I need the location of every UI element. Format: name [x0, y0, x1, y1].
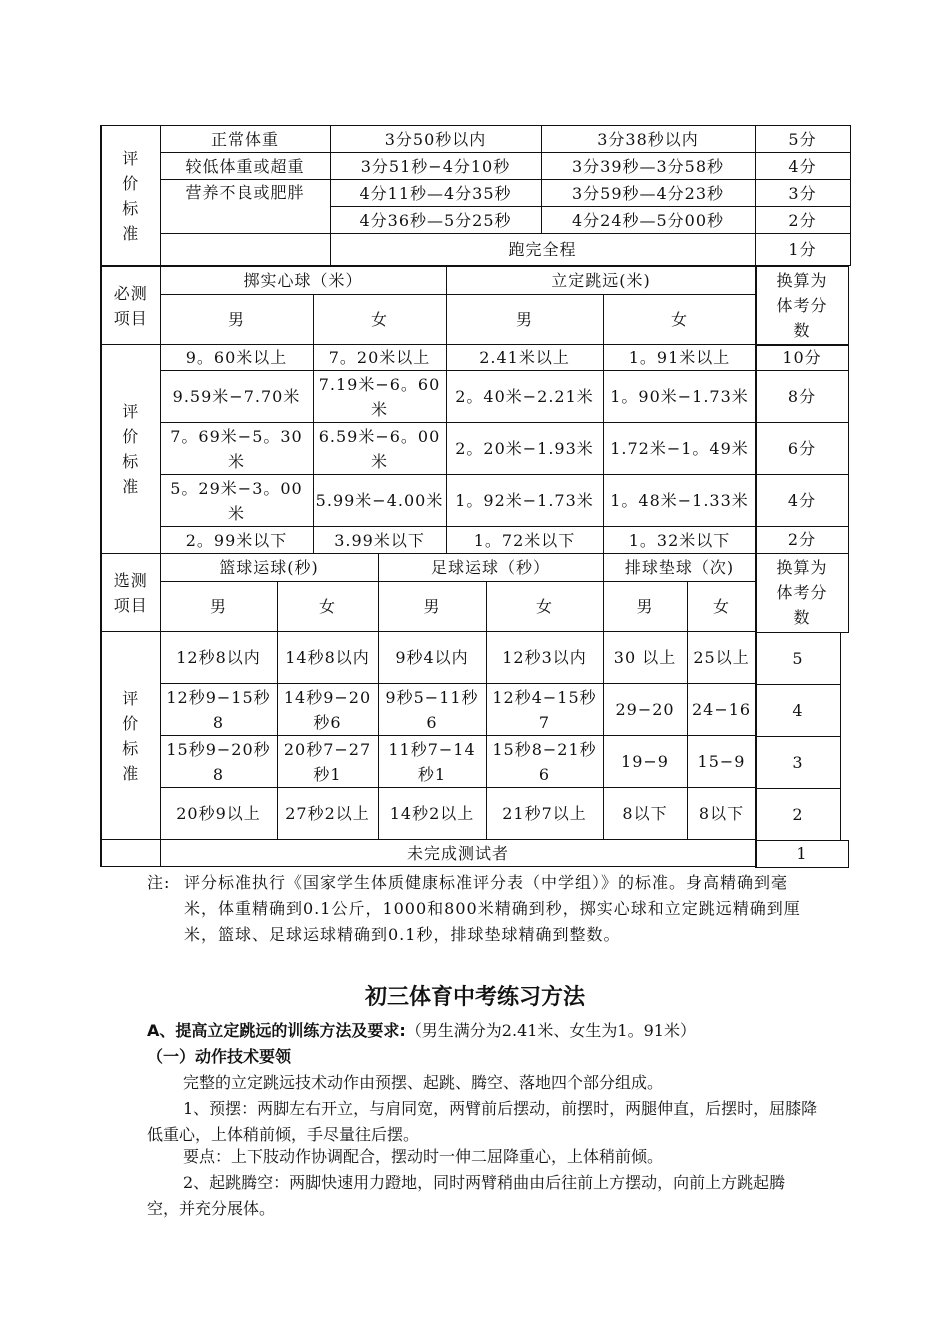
girls-standard: 3分38秒以内 — [541, 126, 755, 153]
finish-run-cell: 跑完全程 — [330, 234, 755, 266]
table-cell: 9.59米−7.70米 — [160, 371, 313, 423]
table-cell: 15秒8−21秒6 — [486, 736, 603, 788]
girls-standard: 3分59秒—4分23秒 — [541, 180, 755, 207]
table-cell: 12秒3以内 — [486, 632, 603, 684]
girls-standard: 4分24秒—5分00秒 — [541, 207, 755, 234]
section-a-heading — [147, 1018, 847, 1044]
male-header: 男 — [446, 295, 603, 345]
paragraph: 完整的立定跳远技术动作由预摆、起跳、腾空、落地四个部分组成。 — [183, 1073, 664, 1092]
table-cell: 15−9 — [687, 736, 756, 788]
table-cell: 14秒2以上 — [378, 788, 486, 840]
note-label: 注: — [147, 873, 171, 892]
male-header: 男 — [160, 295, 313, 345]
table-cell: 12秒4−15秒7 — [486, 684, 603, 736]
score-cell: 5分 — [755, 126, 850, 153]
boys-standard: 3分51秒−4分10秒 — [330, 153, 541, 180]
score-cell: 4分 — [755, 474, 849, 527]
table-cell: 1。92米−1.73米 — [446, 475, 603, 527]
weight-status: 较低体重或超重 — [160, 153, 330, 180]
girls-standard: 3分39秒—3分58秒 — [541, 153, 755, 180]
section-a-note: （男生满分为2.41米、女生为1。91米） — [405, 1021, 696, 1040]
score-cell: 4 — [755, 684, 841, 737]
score-cell: 4分 — [755, 153, 850, 180]
table-cell: 21秒7以上 — [486, 788, 603, 840]
table-cell: 7。69米−5。30米 — [160, 423, 313, 475]
note-text: 评分标准执行《国家学生体质健康标准评分表（中学组）》的标准。身高精确到毫米，体重精确到0.1公斤，1000和800米精确到秒，掷实心球和立定跳远精确到厘米，篮球、足球运球精确到0.1秒，排球垫球精确到整数。 — [184, 873, 801, 944]
table-cell: 1。48米−1.33米 — [603, 475, 756, 527]
table-cell: 3.99米以下 — [313, 527, 446, 554]
table-cell: 7.19米−6。60米 — [313, 371, 446, 423]
table-cell: 1。90米−1.73米 — [603, 371, 756, 423]
table-cell: 15秒9−20秒8 — [160, 736, 277, 788]
male-header: 男 — [160, 582, 277, 632]
table-cell: 1。91米以上 — [603, 345, 756, 371]
long-jump-header: 立定跳远(米) — [446, 267, 756, 295]
paragraph: 要点：上下肢动作协调配合，摆动时一伸二屈降重心，上体稍前倾。 — [183, 1147, 664, 1166]
table-cell: 6.59米−6。00米 — [313, 423, 446, 475]
table-cell: 2。20米−1.93米 — [446, 423, 603, 475]
female-header: 女 — [486, 582, 603, 632]
table-cell: 2.41米以上 — [446, 345, 603, 371]
male-header: 男 — [603, 582, 687, 632]
score-cell: 5 — [755, 632, 841, 685]
paragraph: 2、起跳腾空：两脚快速用力蹬地，同时两臂稍曲由后往前上方摆动，向前上方跳起腾空，并充分展体。 — [147, 1173, 786, 1218]
table-cell: 2。40米−2.21米 — [446, 371, 603, 423]
table-cell: 19−9 — [603, 736, 687, 788]
eval-label: 评 价 标 准 — [101, 632, 160, 840]
table-cell: 12秒9−15秒8 — [160, 684, 277, 736]
table-cell: 8以下 — [687, 788, 756, 840]
eval-label: 评 价 标 准 — [101, 126, 160, 266]
table-cell: 9秒5−11秒6 — [378, 684, 486, 736]
table-cell: 7。20米以上 — [313, 345, 446, 371]
table-cell: 20秒7−27秒1 — [277, 736, 378, 788]
optional-items-table — [100, 553, 757, 867]
score-cell: 2分 — [755, 526, 849, 554]
table-cell: 1。72米以下 — [446, 527, 603, 554]
table-cell: 30 以上 — [603, 632, 687, 684]
weight-status: 正常体重 — [160, 126, 330, 153]
table-cell: 2。99米以下 — [160, 527, 313, 554]
female-header: 女 — [603, 295, 756, 345]
score-cell: 2 — [755, 788, 841, 841]
female-header: 女 — [313, 295, 446, 345]
paragraph: 1、预摆：两脚左右开立，与肩同宽，两臂前后摆动，前摆时，两腿伸直，后摆时，屈膝降低重心，上体稍前倾，手尽量往后摆。 — [147, 1099, 818, 1144]
table-cell: 14秒9−20秒6 — [277, 684, 378, 736]
score-cell: 1分 — [755, 234, 850, 266]
table-cell: 12秒8以内 — [160, 632, 277, 684]
score-cell: 6分 — [755, 422, 849, 475]
male-header: 男 — [378, 582, 486, 632]
eval-label: 评 价 标 准 — [101, 345, 160, 554]
score-header: 换算为 体考分 数 — [755, 266, 849, 346]
volleyball-header: 排球垫球（次) — [603, 554, 756, 582]
required-label: 必测 项目 — [101, 267, 160, 345]
table-cell: 14秒8以内 — [277, 632, 378, 684]
female-header: 女 — [687, 582, 756, 632]
table-cell: 20秒9以上 — [160, 788, 277, 840]
table-cell: 27秒2以上 — [277, 788, 378, 840]
score-cell: 2分 — [755, 207, 850, 234]
female-header: 女 — [277, 582, 378, 632]
optional-label: 选测 项目 — [101, 554, 160, 632]
boys-standard: 3分50秒以内 — [330, 126, 541, 153]
score-cell: 3分 — [755, 180, 850, 207]
table-cell: 24−16 — [687, 684, 756, 736]
table-cell: 5.99米−4.00米 — [313, 475, 446, 527]
score-cell: 10分 — [755, 344, 849, 371]
page-title: 初三体育中考练习方法 — [364, 985, 585, 1010]
score-header: 换算为 体考分 数 — [755, 553, 849, 633]
table-cell: 1。32米以下 — [603, 527, 756, 554]
table-cell: 1.72米−1。49米 — [603, 423, 756, 475]
score-cell: 8分 — [755, 370, 849, 423]
table-cell: 29−20 — [603, 684, 687, 736]
shot-put-header: 掷实心球（米） — [160, 267, 446, 295]
weight-status: 营养不良或肥胖 — [160, 180, 330, 234]
incomplete-test-cell: 未完成测试者 — [160, 840, 756, 867]
table-cell: 9秒4以内 — [378, 632, 486, 684]
boys-standard: 4分36秒—5分25秒 — [330, 207, 541, 234]
subsection-heading: （一）动作技术要领 — [147, 1047, 292, 1066]
section-a-title: A、提高立定跳远的训练方法及要求: — [147, 1021, 406, 1040]
table-cell: 9。60米以上 — [160, 345, 313, 371]
required-items-table — [100, 266, 757, 554]
endurance-run-table — [100, 125, 851, 266]
table-cell: 11秒7−14秒1 — [378, 736, 486, 788]
football-header: 足球运球（秒） — [378, 554, 603, 582]
basketball-header: 篮球运球(秒) — [160, 554, 378, 582]
boys-standard: 4分11秒—4分35秒 — [330, 180, 541, 207]
score-cell: 1 — [755, 840, 849, 868]
score-cell: 3 — [755, 736, 841, 789]
table-cell: 8以下 — [603, 788, 687, 840]
table-cell: 5。29米−3。00米 — [160, 475, 313, 527]
table-cell: 25以上 — [687, 632, 756, 684]
